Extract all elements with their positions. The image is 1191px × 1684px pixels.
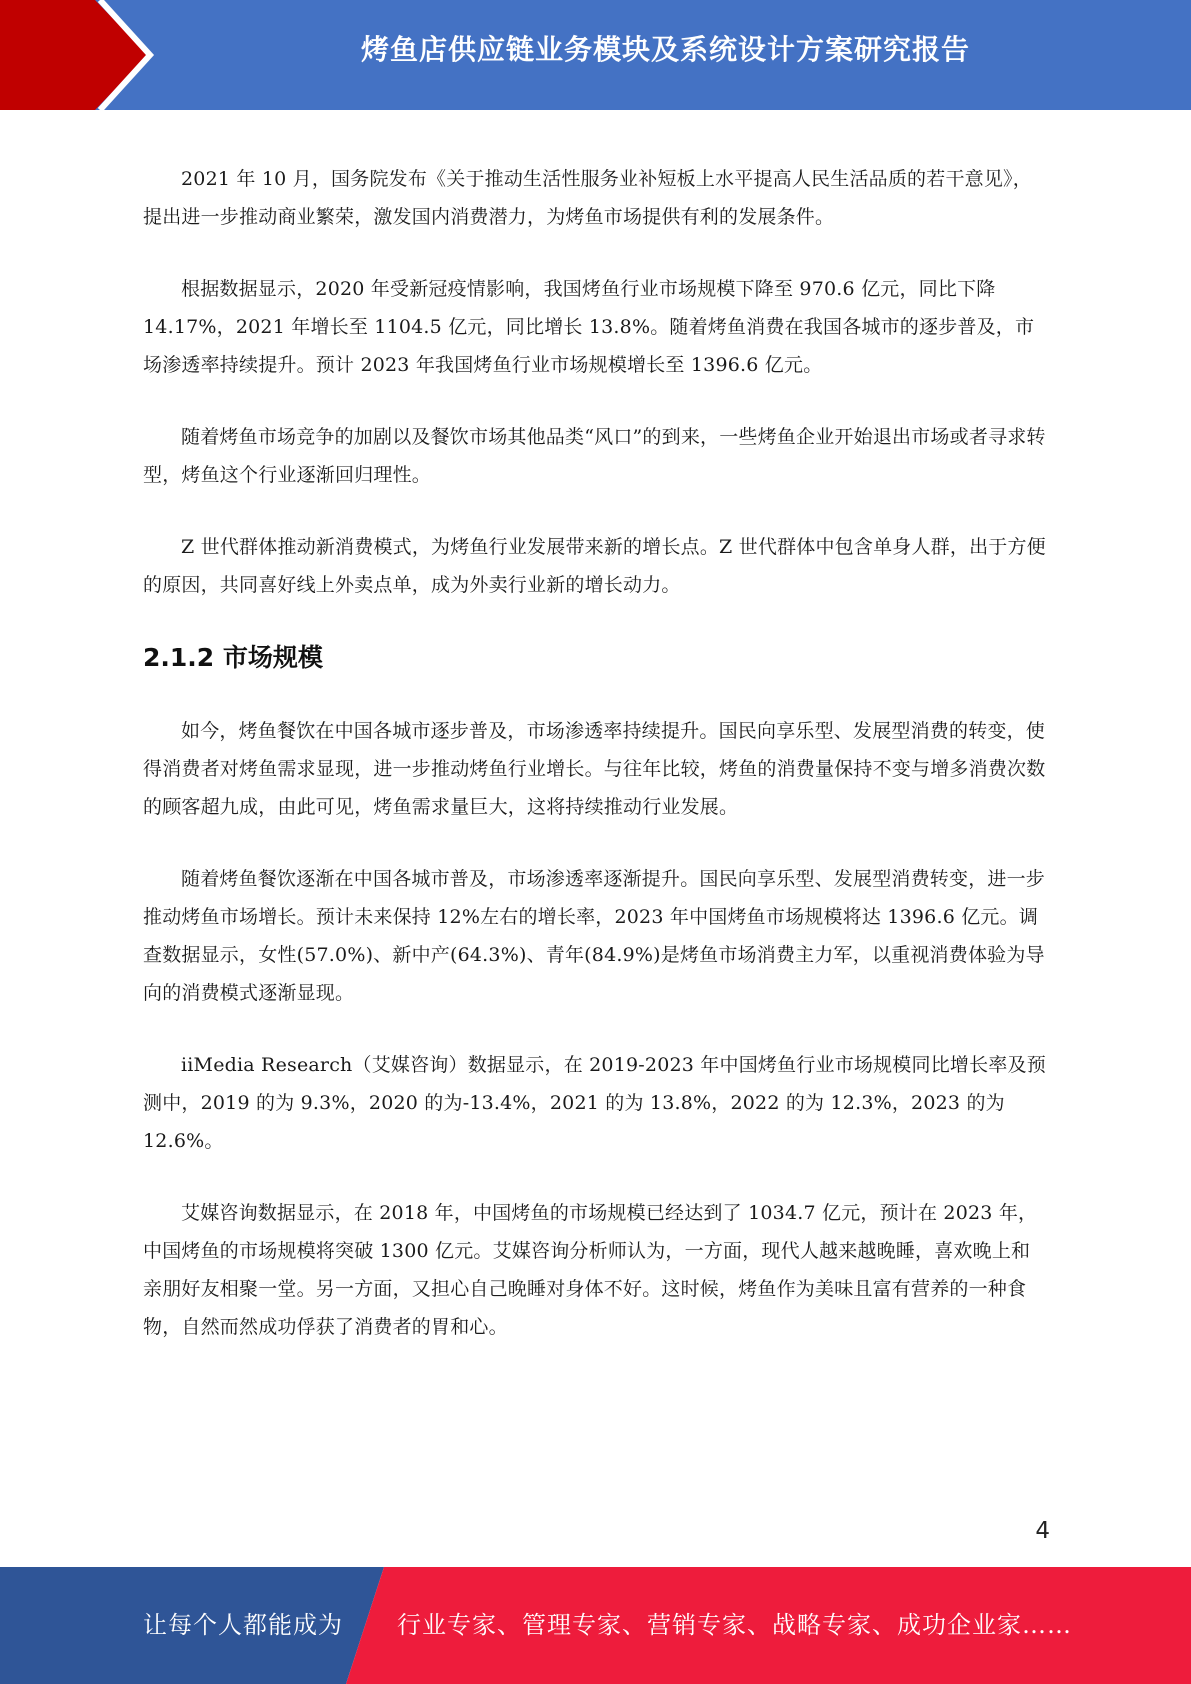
paragraph: 2021 年 10 月，国务院发布《关于推动生活性服务业补短板上水平提高人民生活品质的若干意见》，提出进一步推动商业繁荣，激发国内消费潜力，为烤鱼市场提供有利的发展条件。 [143, 168, 1032, 228]
footer-slogan-right: 行业专家、管理专家、营销专家、战略专家、成功企业家…… [397, 1611, 1072, 1639]
page-content [143, 160, 1048, 1380]
paragraph: 如今，烤鱼餐饮在中国各城市逐步普及，市场渗透率持续提升。国民向享乐型、发展型消费的转变，使得消费者对烤鱼需求显现，进一步推动烤鱼行业增长。与往年比较，烤鱼的消费量保持不变与增多消费次数的顾客超九成，由此可见，烤鱼需求量巨大，这将持续推动行业发展。 [143, 720, 1046, 818]
paragraph: 随着烤鱼餐饮逐渐在中国各城市普及，市场渗透率逐渐提升。国民向享乐型、发展型消费转变，进一步推动烤鱼市场增长。预计未来保持 12%左右的增长率，2023 年中国烤鱼市场规模将达 1396.6 亿元。调查数据显示，女性(57.0%)、新中产(64.3%)、青年(84.9%)是烤鱼市场消费主力军，以重视消费体验为导向的消费模式逐渐显现。 [143, 868, 1046, 1004]
header-red-block [0, 0, 148, 110]
paragraph: Z 世代群体推动新消费模式，为烤鱼行业发展带来新的增长点。Z 世代群体中包含单身人群，出于方便的原因，共同喜好线上外卖点单，成为外卖行业新的增长动力。 [143, 536, 1046, 596]
paragraph: iiMedia Research（艾媒咨询）数据显示，在 2019-2023 年中国烤鱼行业市场规模同比增长率及预测中，2019 的为 9.3%，2020 的为-13.4%，2021 的为 13.8%，2022 的为 12.3%，2023 的为 12.6%。 [143, 1054, 1046, 1152]
page-footer [0, 1567, 1191, 1684]
page-number: 4 [1035, 1518, 1050, 1544]
paragraph: 艾媒咨询数据显示，在 2018 年，中国烤鱼的市场规模已经达到了 1034.7 亿元，预计在 2023 年，中国烤鱼的市场规模将突破 1300 亿元。艾媒咨询分析师认为，一方面，现代人越来越晚睡，喜欢晚上和亲朋好友相聚一堂。另一方面，又担心自己晚睡对身体不好。这时候，烤鱼作为美味且富有营养的一种食物，自然而然成功俘获了消费者的胃和心。 [143, 1202, 1038, 1338]
document-title: 烤鱼店供应链业务模块及系统设计方案研究报告 [360, 33, 970, 66]
paragraph: 随着烤鱼市场竞争的加剧以及餐饮市场其他品类“风口”的到来，一些烤鱼企业开始退出市场或者寻求转型，烤鱼这个行业逐渐回归理性。 [143, 426, 1046, 486]
footer-slogan-left: 让每个人都能成为 [143, 1611, 343, 1639]
section-heading: 2.1.2 市场规模 [143, 643, 323, 672]
page-header [0, 0, 1191, 110]
paragraph: 根据数据显示，2020 年受新冠疫情影响，我国烤鱼行业市场规模下降至 970.6 亿元，同比下降 14.17%，2021 年增长至 1104.5 亿元，同比增长 13.8%。随着烤鱼消费在我国各城市的逐步普及，市场渗透率持续提升。预计 2023 年我国烤鱼行业市场规模增长至 1396.6 亿元。 [143, 278, 1035, 376]
